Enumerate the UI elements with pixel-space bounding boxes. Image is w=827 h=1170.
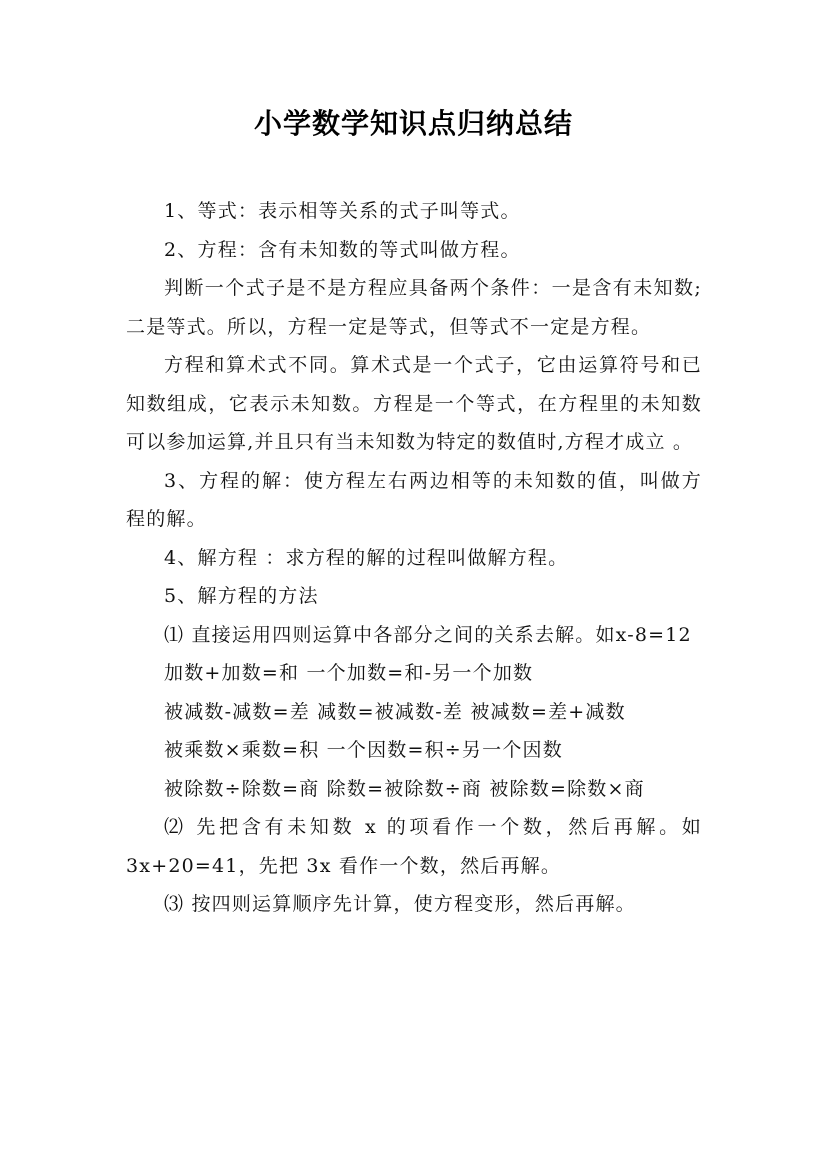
document-title: 小学数学知识点归纳总结 <box>253 107 573 140</box>
paragraph-addition-relation: 加数+加数=和 一个加数=和-另一个加数 <box>164 662 534 684</box>
paragraph-methods-heading: 5、解方程的方法 <box>164 585 319 607</box>
paragraph-method-1: ⑴ 直接运用四则运算中各部分之间的关系去解。如x-8=12 <box>164 623 692 646</box>
paragraph-fangcheng-definition: 2、方程：含有未知数的等式叫做方程。 <box>164 238 521 261</box>
paragraph-arithmetic-vs-equation: 方程和算术式不同。算术式是一个式子，它由运算符号和已知数组成，它表示未知数。方程是一个等式，在方程里的未知数可以参加运算,并且只有当未知数为特定的数值时,方程才成立 。 <box>126 354 702 453</box>
paragraph-conditions: 判断一个式子是不是方程应具备两个条件：一是含有未知数;二是等式。所以，方程一定是等式，但等式不一定是方程。 <box>126 277 702 338</box>
paragraph-multiplication-relation: 被乘数×乘数=积 一个因数=积÷另一个因数 <box>164 739 563 761</box>
paragraph-method-3: ⑶ 按四则运算顺序先计算，使方程变形，然后再解。 <box>164 893 636 915</box>
paragraph-subtraction-relation: 被减数-减数=差 减数=被减数-差 被减数=差+减数 <box>164 700 626 723</box>
paragraph-solving-definition: 4、解方程 ：求方程的解的过程叫做解方程。 <box>164 546 569 569</box>
paragraph-division-relation: 被除数÷除数=商 除数=被除数÷商 被除数=除数×商 <box>164 777 645 800</box>
paragraph-method-2: ⑵ 先把含有未知数 x 的项看作一个数，然后再解。如3x+20=41，先把 3x 看作一个数，然后再解。 <box>126 816 702 877</box>
document-body <box>126 192 702 924</box>
paragraph-equation-definition: 1、等式：表示相等关系的式子叫等式。 <box>164 200 521 222</box>
paragraph-solution-definition: 3、方程的解：使方程左右两边相等的未知数的值，叫做方程的解。 <box>126 469 702 530</box>
